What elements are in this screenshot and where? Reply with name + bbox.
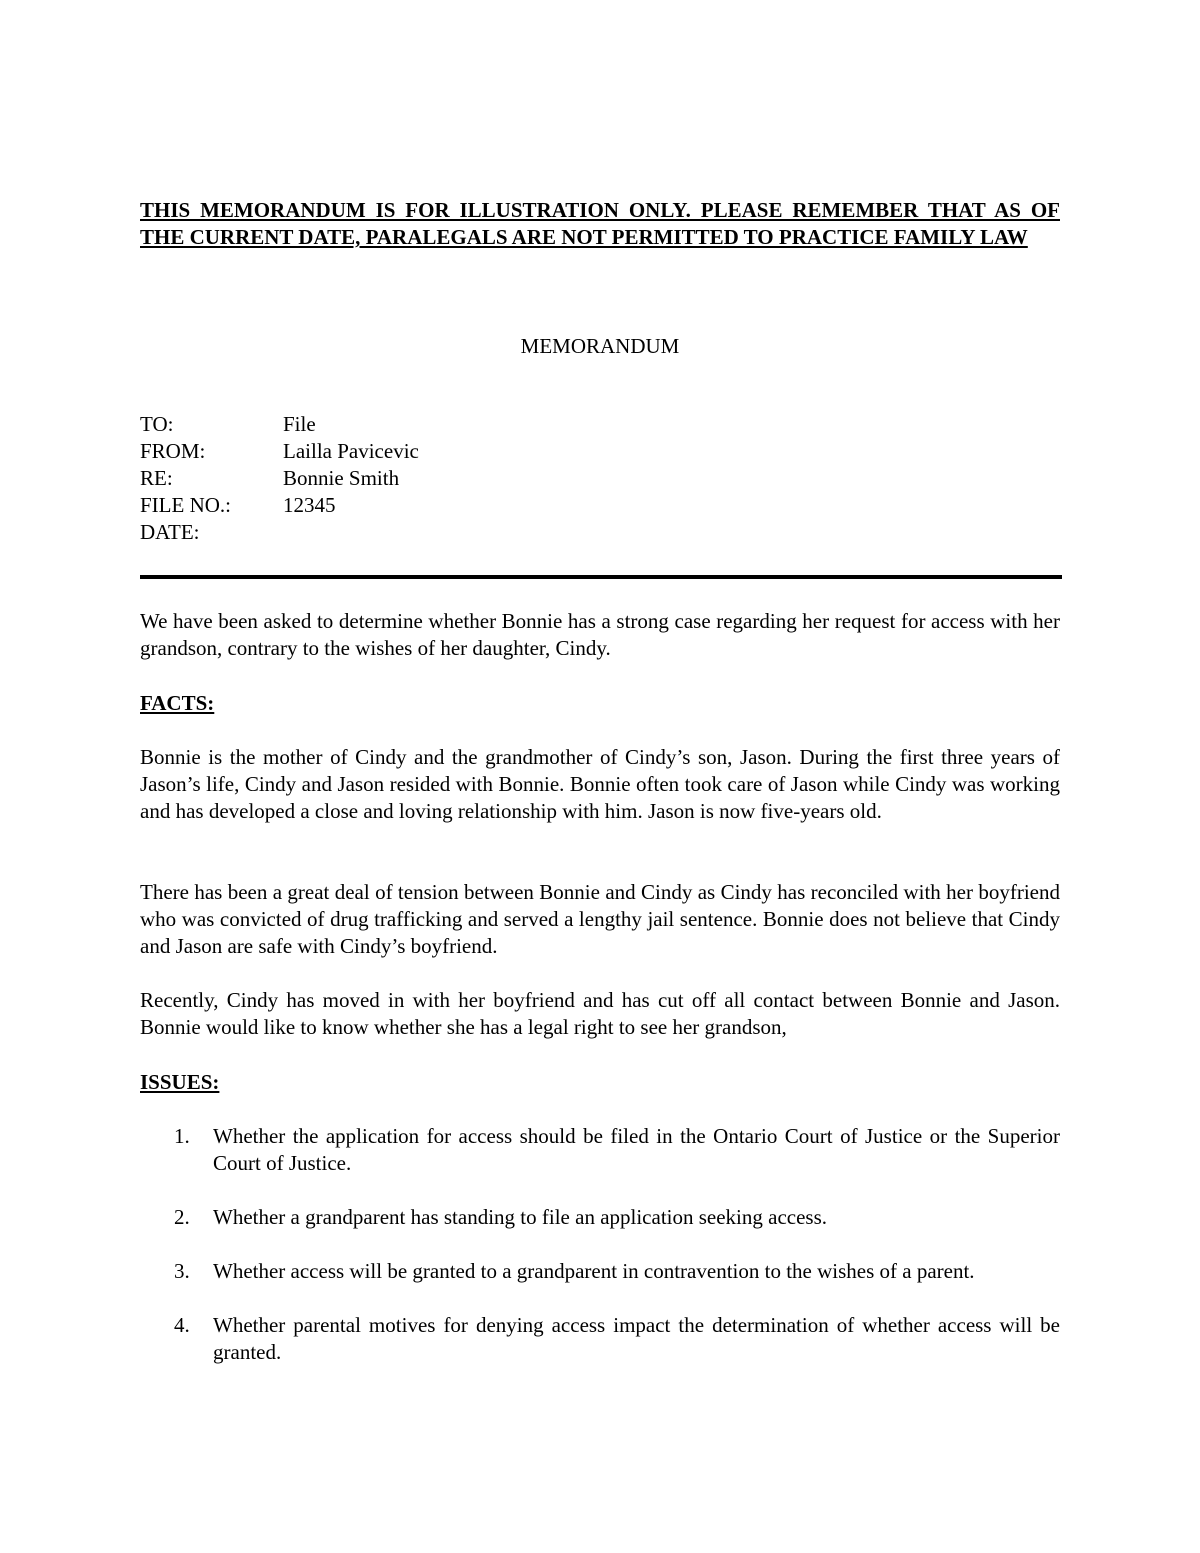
issue-number: 3.	[174, 1259, 190, 1283]
facts-heading: FACTS:	[140, 691, 215, 715]
file-no-label: FILE NO.:	[140, 493, 231, 517]
from-value: Lailla Pavicevic	[283, 439, 419, 463]
issue-text: Whether a grandparent has standing to file an application seeking access.	[213, 1205, 828, 1229]
issue-number: 1.	[174, 1124, 190, 1148]
disclaimer-notice: THIS MEMORANDUM IS FOR ILLUSTRATION ONLY. PLEASE REMEMBER THAT AS OF THE CURRENT DATE, PARALEGALS ARE NOT PERMITTED TO PRACTICE FAMILY LAW	[140, 198, 1060, 249]
memo-title: MEMORANDUM	[520, 334, 680, 358]
facts-paragraph-3: Recently, Cindy has moved in with her boyfriend and has cut off all contact between Bonnie and Jason. Bonnie would like to know whether she has a legal right to see her grandson,	[140, 988, 1060, 1039]
header-divider	[140, 575, 1062, 579]
issue-number: 4.	[174, 1313, 190, 1337]
facts-paragraph-2: There has been a great deal of tension between Bonnie and Cindy as Cindy has reconciled with her boyfriend who was convicted of drug trafficking and served a lengthy jail sentence. Bonnie does not believe that Cindy and Jason are safe with Cindy’s boyfriend.	[140, 880, 1060, 958]
re-value: Bonnie Smith	[283, 466, 400, 490]
issue-text: Whether access will be granted to a grandparent in contravention to the wishes of a parent.	[213, 1259, 975, 1283]
re-field	[140, 465, 1060, 492]
date-label: DATE:	[140, 520, 200, 544]
to-label: TO:	[140, 412, 174, 436]
file-no-field	[140, 492, 1060, 519]
to-field	[140, 411, 1060, 438]
issue-text: Whether parental motives for denying access impact the determination of whether access will be granted.	[213, 1313, 1060, 1364]
from-field	[140, 438, 1060, 465]
intro-paragraph: We have been asked to determine whether Bonnie has a strong case regarding her request for access with her grandson, contrary to the wishes of her daughter, Cindy.	[140, 609, 1060, 660]
file-no-value: 12345	[283, 493, 336, 517]
memo-header-fields	[140, 411, 1060, 546]
issues-heading: ISSUES:	[140, 1070, 220, 1094]
from-label: FROM:	[140, 439, 206, 463]
facts-paragraph-1: Bonnie is the mother of Cindy and the grandmother of Cindy’s son, Jason. During the first three years of Jason’s life, Cindy and Jason resided with Bonnie. Bonnie often took care of Jason while Cindy was working and has developed a close and loving relationship with him. Jason is now five-years old.	[140, 745, 1060, 823]
date-field	[140, 519, 1060, 546]
re-label: RE:	[140, 466, 173, 490]
issue-number: 2.	[174, 1205, 190, 1229]
to-value: File	[283, 412, 316, 436]
issue-text: Whether the application for access should be filed in the Ontario Court of Justice or the Superior Court of Justice.	[213, 1124, 1060, 1175]
